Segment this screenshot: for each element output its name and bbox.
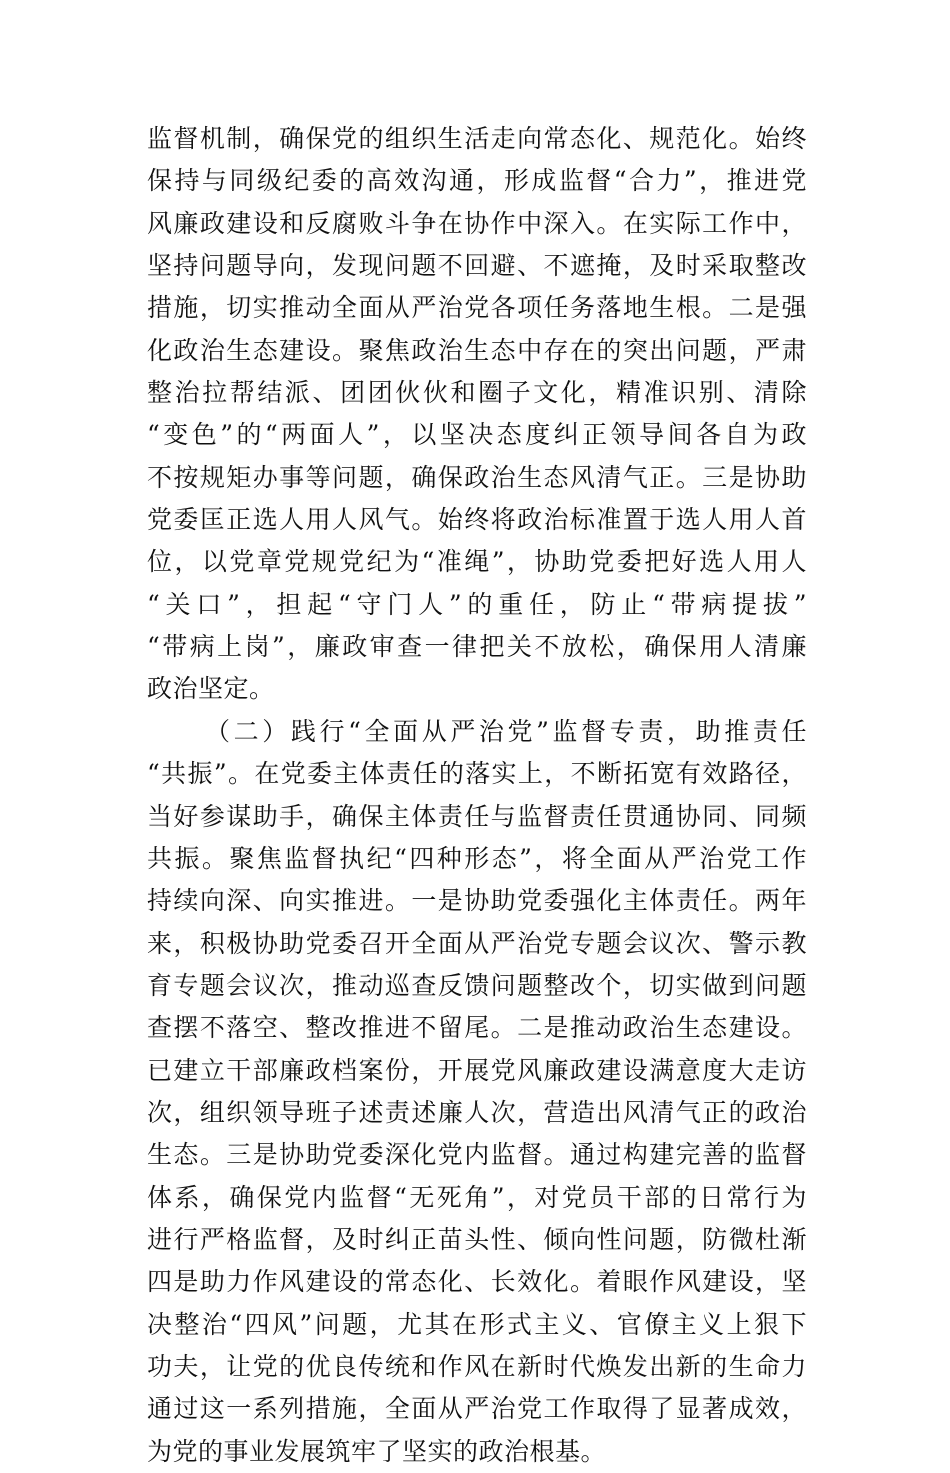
text-line: “变色”的“两面人”，以坚决态度纠正领导间各自为政 — [147, 420, 807, 450]
text-line: 监督机制，确保党的组织生活走向常态化、规范化。始终 — [147, 124, 807, 153]
text-line: 风廉政建设和反腐败斗争在协作中深入。在实际工作中， — [147, 208, 807, 238]
text-line: 措施，切实推动全面从严治党各项任务落地生根。二是强 — [147, 293, 807, 323]
text-line: 生态。三是协助党委深化党内监督。通过构建完善的监督 — [147, 1140, 807, 1170]
text-line: “共振”。在党委主体责任的落实上，不断拓宽有效路径， — [147, 759, 807, 789]
text-line: 政治坚定。 — [147, 674, 275, 704]
text-line: 共振。聚焦监督执纪“四种形态”，将全面从严治党工作 — [147, 843, 807, 873]
text-line: “带病上岗”，廉政审查一律把关不放松，确保用人清廉 — [147, 632, 807, 662]
text-line: 来，积极协助党委召开全面从严治党专题会议次、警示教 — [147, 928, 807, 958]
text-line: 持续向深、向实推进。一是协助党委强化主体责任。两年 — [147, 886, 807, 916]
text-line: 化政治生态建设。聚焦政治生态中存在的突出问题，严肃 — [147, 335, 807, 365]
text-line: 保持与同级纪委的高效沟通，形成监督“合力”，推进党 — [147, 166, 807, 196]
text-line: 通过这一系列措施，全面从严治党工作取得了显著成效， — [147, 1394, 807, 1424]
text-line: 体系，确保党内监督“无死角”，对党员干部的日常行为 — [147, 1182, 807, 1212]
paragraph-1 — [147, 118, 807, 711]
text-line: “关口”，担起“守门人”的重任，防止“带病提拔” — [147, 589, 807, 619]
text-line: 进行严格监督，及时纠正苗头性、倾向性问题，防微杜渐 — [147, 1224, 807, 1254]
text-line: 不按规矩办事等问题，确保政治生态风清气正。三是协助 — [147, 462, 807, 492]
text-line: 为党的事业发展筑牢了坚实的政治根基。 — [147, 1436, 607, 1466]
section-heading-line: （二）践行“全面从严治党”监督专责，助推责任 — [205, 716, 807, 746]
text-line: 整治拉帮结派、团团伙伙和圈子文化，精准识别、清除 — [147, 378, 807, 408]
text-line: 位，以党章党规党纪为“准绳”，协助党委把好选人用人 — [147, 547, 807, 577]
text-line: 当好参谋助手，确保主体责任与监督责任贯通协同、同频 — [147, 801, 807, 831]
text-line: 已建立干部廉政档案份，开展党风廉政建设满意度大走访 — [147, 1055, 807, 1085]
paragraph-2 — [147, 711, 807, 1473]
text-line: 党委匡正选人用人风气。始终将政治标准置于选人用人首 — [147, 505, 807, 535]
text-line: 育专题会议次，推动巡查反馈问题整改个，切实做到问题 — [147, 970, 807, 1000]
text-line: 四是助力作风建设的常态化、长效化。着眼作风建设，坚 — [147, 1267, 807, 1297]
text-line: 坚持问题导向，发现问题不回避、不遮掩，及时采取整改 — [147, 251, 807, 281]
text-line: 查摆不落空、整改推进不留尾。二是推动政治生态建设。 — [147, 1013, 807, 1043]
text-line: 次，组织领导班子述责述廉人次，营造出风清气正的政治 — [147, 1097, 807, 1127]
text-line: 决整治“四风”问题，尤其在形式主义、官僚主义上狠下 — [147, 1309, 807, 1339]
document-page — [147, 118, 807, 1473]
text-line: 功夫，让党的优良传统和作风在新时代焕发出新的生命力 — [147, 1351, 807, 1381]
